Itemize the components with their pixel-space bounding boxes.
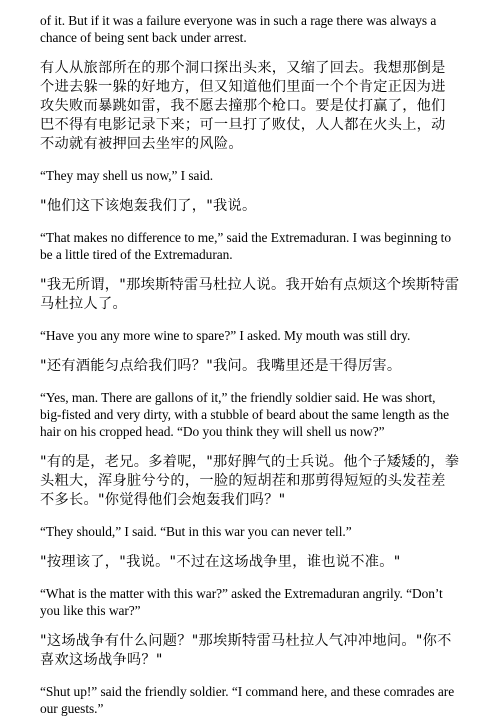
- paragraph-zh: "按理该了，"我说。"不过在这场战争里，谁也说不准。": [40, 554, 401, 570]
- paragraph-en: of it. But if it was a failure everyone was in such a rage there was always a chance of being sent back under arrest.: [40, 13, 437, 45]
- paragraph-en: “They may shell us now,” I said.: [40, 168, 214, 183]
- paragraph-zh: "还有酒能匀点给我们吗？"我问。我嘴里还是干得厉害。: [40, 358, 402, 374]
- paragraph-en: “What is the matter with this war?” asked the Extremaduran angrily. “Don’t you like this war?”: [40, 586, 443, 618]
- paragraph-zh: "他们这下该炮轰我们了，"我说。: [40, 198, 257, 214]
- paragraph-en: “Have you any more wine to spare?” I asked. My mouth was still dry.: [40, 328, 411, 343]
- paragraph-en: “Shut up!” said the friendly soldier. “I command here, and these comrades are our guests.”: [40, 684, 455, 716]
- paragraph-en: “That makes no difference to me,” said the Extremaduran. I was beginning to be a little tired of the Extremaduran.: [40, 230, 451, 262]
- paragraph-zh: 有人从旅部所在的那个洞口探出头来，又缩了回去。我想那倒是个进去躲一躲的好地方，但又知道他们里面一个个肯定正因为进攻失败而暴跳如雷，我不愿去撞那个枪口。要是仗打赢了，他们巴不得有电影记录下来；可一旦打了败仗，人人都在火头上，动不动就有被押回去坐牢的风险。: [40, 60, 446, 152]
- paragraph-zh: "我无所谓，"那埃斯特雷马杜拉人说。我开始有点烦这个埃斯特雷马杜拉人了。: [40, 277, 460, 312]
- paragraph-zh: "这场战争有什么问题？"那埃斯特雷马杜拉人气冲冲地问。"你不喜欢这场战争吗？": [40, 633, 452, 668]
- paragraph-en: “Yes, man. There are gallons of it,” the friendly soldier said. He was short, big-fisted and very dirty, with a stubble of beard about the same length as the hair on his cropped head. “Do you think they will shell us now?”: [40, 390, 450, 439]
- paragraph-zh: "有的是，老兄。多着呢，"那好脾气的士兵说。他个子矮矮的，拳头粗大，浑身脏兮兮的，一脸的短胡茬和那剪得短短的头发茬差不多长。"你觉得他们会炮轰我们吗？": [40, 454, 460, 508]
- paragraph-en: “They should,” I said. “But in this war you can never tell.”: [40, 524, 352, 539]
